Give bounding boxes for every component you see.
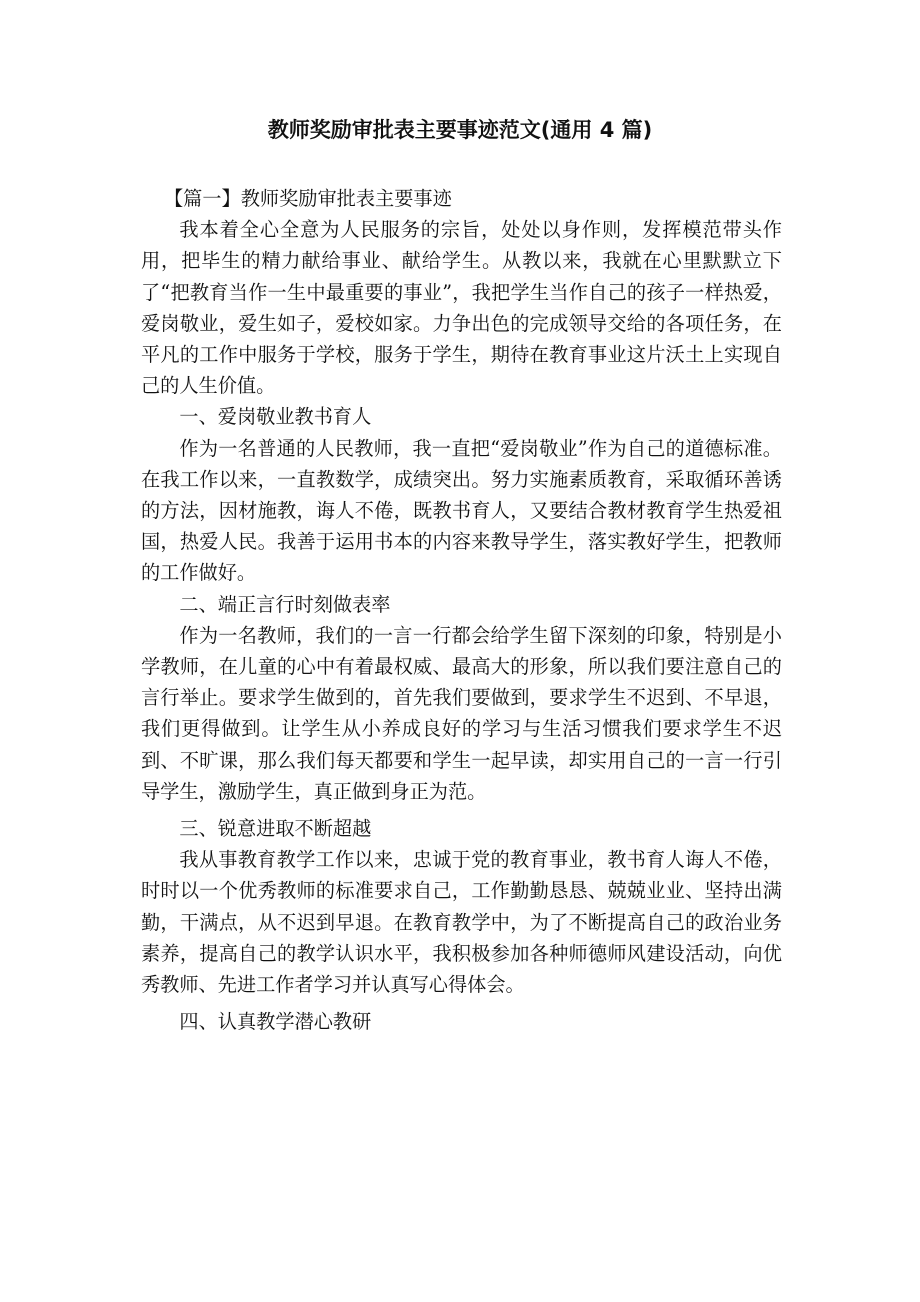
heading-2: 二、端正言行时刻做表率 <box>179 592 391 616</box>
heading-4: 四、认真教学潜心教研 <box>179 1010 372 1034</box>
paragraph-intro: 我本着全心全意为人民服务的宗旨，处处以身作则，发挥模范带头作用，把毕生的精力献给事业、献给学生。从教以来，我就在心里默默立下了“把教育当作一生中最重要的事业”，我把学生当作自己的孩子一样热爱，爱岗敬业，爱生如子，爱校如家。力争出色的完成领导交给的各项任务，在平凡的工作中服务于学校，服务于学生，期待在教育事业这片沃土上实现自己的人生价值。 <box>141 218 782 398</box>
paragraph-2: 作为一名教师，我们的一言一行都会给学生留下深刻的印象，特别是小学教师，在儿童的心中有着最权威、最高大的形象，所以我们要注意自己的言行举止。要求学生做到的，首先我们要做到，要求学生不迟到、不早退，我们更得做到。让学生从小养成良好的学习与生活习惯我们要求学生不迟到、不旷课，那么我们每天都要和学生一起早读，却实用自己的一言一行引导学生，激励学生，真正做到身正为范。 <box>141 623 782 803</box>
section-label: 【篇一】教师奖励审批表主要事迹 <box>164 187 452 210</box>
paragraph-3: 我从事教育教学工作以来，忠诚于党的教育事业，教书育人诲人不倦，时时以一个优秀教师的标准要求自己，工作勤勤恳恳、兢兢业业、坚持出满勤，干满点，从不迟到早退。在教育教学中，为了不断提高自己的政治业务素养，提高自己的教学认识水平，我积极参加各种师德师风建设活动，向优秀教师、先进工作者学习并认真写心得体会。 <box>141 848 782 997</box>
document-body <box>141 183 782 1037</box>
document-title: 教师奖励审批表主要事迹范文(通用 4 篇) <box>267 118 653 142</box>
paragraph-1: 作为一名普通的人民教师，我一直把“爱岗敬业”作为自己的道德标准。在我工作以来，一直教数学，成绩突出。努力实施素质教育，采取循环善诱的方法，因材施教，诲人不倦，既教书育人，又要结合教材教育学生热爱祖国，热爱人民。我善于运用书本的内容来教导学生，落实教好学生，把教师的工作做好。 <box>141 436 782 585</box>
heading-3: 三、锐意进取不断超越 <box>179 817 372 841</box>
heading-1: 一、爱岗敬业教书育人 <box>179 405 372 429</box>
